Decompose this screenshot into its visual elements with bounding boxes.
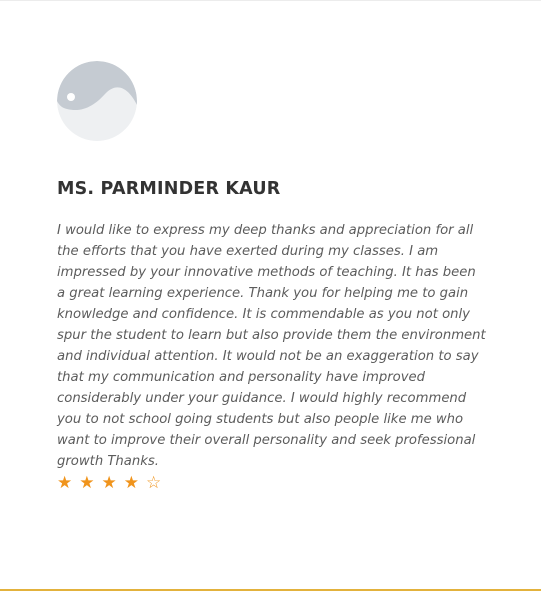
star-filled-icon: ★ (79, 473, 95, 493)
default-user-avatar-icon (57, 61, 137, 141)
bottom-divider (0, 589, 541, 591)
star-filled-icon: ★ (123, 473, 139, 493)
star-rating (57, 473, 487, 493)
testimonial-quote: I would like to express my deep thanks and appreciation for all the efforts that you have exerted during my classes. I am impressed by your innovative methods of teaching. It has been a great learning experience. Thank you for helping me to gain knowledge and confidence. It is commendable as you not only spur the student to learn but also provide them the environment and individual attention. It would not be an exaggeration to say that my communication and personality have improved considerably under your guidance. I would highly recommend you to not school going students but also people like me who want to improve their overall personality and seek professional growth Thanks. (57, 223, 486, 469)
top-divider (0, 0, 541, 1)
testimonial-card (57, 61, 487, 493)
star-filled-icon: ★ (57, 473, 73, 493)
testimonial-author-name: MS. PARMINDER KAUR (57, 179, 281, 199)
star-filled-icon: ★ (101, 473, 117, 493)
star-empty-icon: ☆ (146, 473, 162, 493)
